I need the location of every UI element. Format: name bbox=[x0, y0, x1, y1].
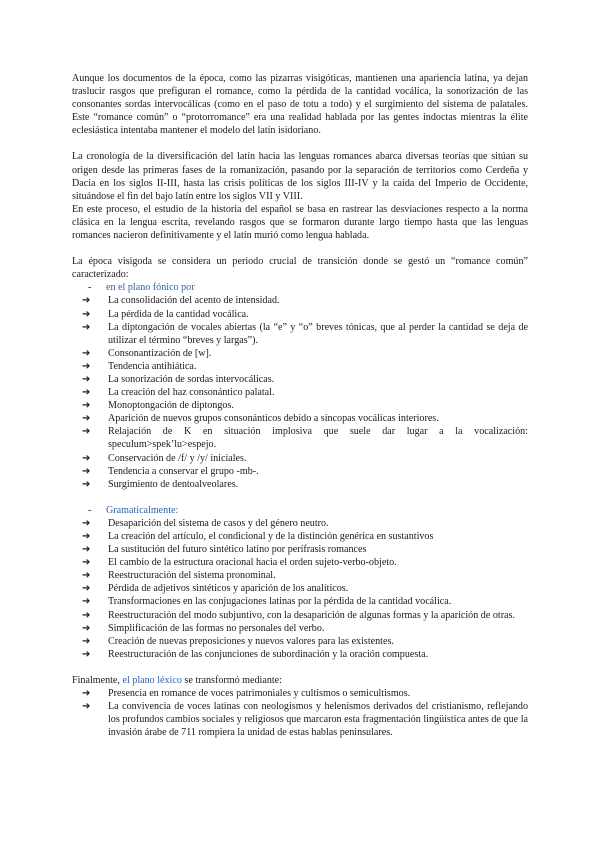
arrow-icon: ➔ bbox=[82, 570, 91, 582]
arrow-icon: ➔ bbox=[82, 413, 91, 425]
arrow-icon: ➔ bbox=[82, 517, 91, 529]
list-item-text: La convivencia de voces latinas con neologismos y helenismos derivados del cristianismo, reflejando los profundos cambios sociales y religiosos que marcaron esta fragmentación lingüística antes de que la invasión árabe de 711 rompiera la unidad de estas hablas peninsulares. bbox=[108, 701, 528, 739]
arrow-icon: ➔ bbox=[82, 544, 91, 556]
arrow-icon: ➔ bbox=[82, 400, 91, 412]
list-item bbox=[82, 530, 528, 543]
lexical-intro-before: Finalmente, bbox=[72, 674, 123, 686]
list-item-text: La sustitución del futuro sintético latino por perífrasis romances bbox=[108, 544, 367, 556]
arrow-icon: ➔ bbox=[82, 373, 91, 385]
paragraph-visigothic: La época visigoda se considera un periodo crucial de transición donde se gestó un “romance común” caracterizado: bbox=[72, 256, 528, 281]
list-item bbox=[82, 386, 528, 399]
arrow-icon: ➔ bbox=[82, 308, 91, 320]
list-item bbox=[82, 635, 528, 648]
arrow-icon: ➔ bbox=[82, 701, 91, 713]
list-item bbox=[82, 595, 528, 608]
paragraph-intro: Aunque los documentos de la época, como las pizarras visigóticas, mantienen una apariencia latina, ya dejan traslucir rasgos que prefiguran el romance, como la pérdida de la cantidad vocálica, la sonorización de las consonantes sordas intervocálicas (como en el paso de totu a todo) y el surgimiento del sistema de palatales. Este “romance común” o “protorromance” era una realidad hablada por las gentes indoctas mientras la élite eclesiástica intentaba mantener el modelo del latín isidoriano. bbox=[72, 73, 528, 137]
arrow-icon: ➔ bbox=[82, 452, 91, 464]
arrow-icon: ➔ bbox=[82, 387, 91, 399]
list-item bbox=[82, 687, 528, 700]
bullet-dash: - bbox=[88, 282, 92, 294]
list-item bbox=[82, 609, 528, 622]
arrow-icon: ➔ bbox=[82, 622, 91, 634]
paragraph-process: En este proceso, el estudio de la historia del español se basa en rastrear las desviaciones respecto a la norma clásica en la lengua escrita, revelando rasgos que se formaron durante largo tiempo hasta que las lenguas romances nacieron definitivamente y el latín murió como lengua hablada. bbox=[72, 203, 528, 242]
list-item bbox=[82, 373, 528, 386]
arrow-icon: ➔ bbox=[82, 609, 91, 621]
lexical-intro bbox=[72, 674, 528, 687]
arrow-icon: ➔ bbox=[82, 347, 91, 359]
list-item bbox=[82, 556, 528, 569]
list-item-text: La sonorización de sordas intervocálicas. bbox=[108, 373, 275, 385]
list-item-text: Presencia en romance de voces patrimoniales y cultismos o semicultismos. bbox=[108, 688, 411, 700]
list-item bbox=[82, 321, 528, 347]
list-item-text: El cambio de la estructura oracional hacia el orden sujeto-verbo-objeto. bbox=[108, 557, 397, 569]
arrow-icon: ➔ bbox=[82, 688, 91, 700]
list-item bbox=[82, 478, 528, 491]
list-item bbox=[82, 412, 528, 425]
arrow-icon: ➔ bbox=[82, 596, 91, 608]
list-item bbox=[82, 517, 528, 530]
list-item-text: Transformaciones en las conjugaciones latinas por la pérdida de la cantidad vocálica. bbox=[108, 596, 452, 608]
list-item-text: La creación del artículo, el condicional y de la distinción genérica en sustantivos bbox=[108, 531, 434, 542]
list-item bbox=[82, 648, 528, 661]
bullet-dash: - bbox=[88, 504, 92, 516]
grammar-heading bbox=[88, 504, 528, 517]
list-item bbox=[82, 622, 528, 635]
list-item-text: Creación de nuevas preposiciones y nuevos valores para las existentes. bbox=[108, 635, 394, 647]
lexical-list bbox=[72, 687, 528, 739]
paragraph-chronology: La cronología de la diversificación del latín hacia las lenguas romances abarca diversas teorías que sitúan su origen desde las primeras fases de la romanización, pasando por la separación de territorios como Cerdeña y Dacia en los siglos II-III, hasta las crisis políticas de los siglos III-IV y la caída del Imperio de Occidente, situándose el fin del bajo latín entre los siglos VII y VIII. bbox=[72, 151, 528, 202]
phonic-list bbox=[72, 294, 528, 490]
phonic-heading bbox=[88, 281, 528, 294]
list-item-text: La diptongación de vocales abiertas (la “e” y “o” breves tónicas, que al perder la cantidad se deja de utilizar el término “breves y largas”). bbox=[108, 321, 528, 346]
arrow-icon: ➔ bbox=[82, 648, 91, 660]
list-item bbox=[82, 347, 528, 360]
arrow-icon: ➔ bbox=[82, 295, 91, 307]
list-item bbox=[82, 569, 528, 582]
grammar-heading-label: Gramaticalmente: bbox=[106, 504, 179, 516]
grammar-list bbox=[72, 517, 528, 661]
list-item-text: Surgimiento de dentoalveolares. bbox=[108, 478, 239, 490]
list-item bbox=[82, 308, 528, 321]
list-item-text: Tendencia a conservar el grupo -mb-. bbox=[108, 465, 259, 477]
list-item-text: Pérdida de adjetivos sintéticos y aparición de los analíticos. bbox=[108, 583, 349, 595]
list-item bbox=[82, 360, 528, 373]
list-item bbox=[82, 294, 528, 307]
arrow-icon: ➔ bbox=[82, 360, 91, 372]
list-item bbox=[82, 700, 528, 739]
document-page bbox=[72, 72, 528, 739]
list-item-text: Consonantización de [w]. bbox=[108, 347, 212, 359]
list-item-text: La consolidación del acento de intensidad. bbox=[108, 295, 280, 307]
arrow-icon: ➔ bbox=[82, 321, 91, 333]
arrow-icon: ➔ bbox=[82, 478, 91, 490]
arrow-icon: ➔ bbox=[82, 531, 91, 542]
list-item-text: La creación del haz consonántico palatal. bbox=[108, 387, 275, 399]
list-item bbox=[82, 452, 528, 465]
list-item-text: Monoptongación de diptongos. bbox=[108, 400, 234, 412]
arrow-icon: ➔ bbox=[82, 557, 91, 569]
arrow-icon: ➔ bbox=[82, 465, 91, 477]
list-item-text: Relajación de K en situación implosiva que suele dar lugar a la vocalización: speculum>spek’lu>espejo. bbox=[108, 426, 528, 451]
list-item-text: Reestructuración del sistema pronominal. bbox=[108, 570, 276, 582]
list-item bbox=[82, 465, 528, 478]
list-item bbox=[82, 582, 528, 595]
list-item-text: Reestructuración de las conjunciones de subordinación y la oración compuesta. bbox=[108, 648, 429, 660]
list-item-text: La pérdida de la cantidad vocálica. bbox=[108, 308, 249, 320]
list-item-text: Simplificación de las formas no personales del verbo. bbox=[108, 622, 325, 634]
list-item-text: Desaparición del sistema de casos y del género neutro. bbox=[108, 517, 329, 529]
lexical-intro-after: se transformó mediante: bbox=[181, 674, 282, 686]
list-item-text: Reestructuración del modo subjuntivo, con la desaparición de algunas formas y la aparición de otras. bbox=[108, 609, 515, 621]
list-item bbox=[82, 543, 528, 556]
list-item bbox=[82, 399, 528, 412]
arrow-icon: ➔ bbox=[82, 426, 91, 438]
list-item bbox=[82, 425, 528, 451]
list-item-text: Tendencia antihiática. bbox=[108, 360, 197, 372]
list-item-text: Conservación de /f/ y /y/ iniciales. bbox=[108, 452, 247, 464]
list-item-text: Aparición de nuevos grupos consonánticos debido a síncopas vocálicas interiores. bbox=[108, 413, 439, 425]
arrow-icon: ➔ bbox=[82, 583, 91, 595]
arrow-icon: ➔ bbox=[82, 635, 91, 647]
phonic-heading-label: en el plano fónico por bbox=[106, 282, 195, 294]
lexical-intro-highlight: el plano léxico bbox=[122, 674, 182, 686]
